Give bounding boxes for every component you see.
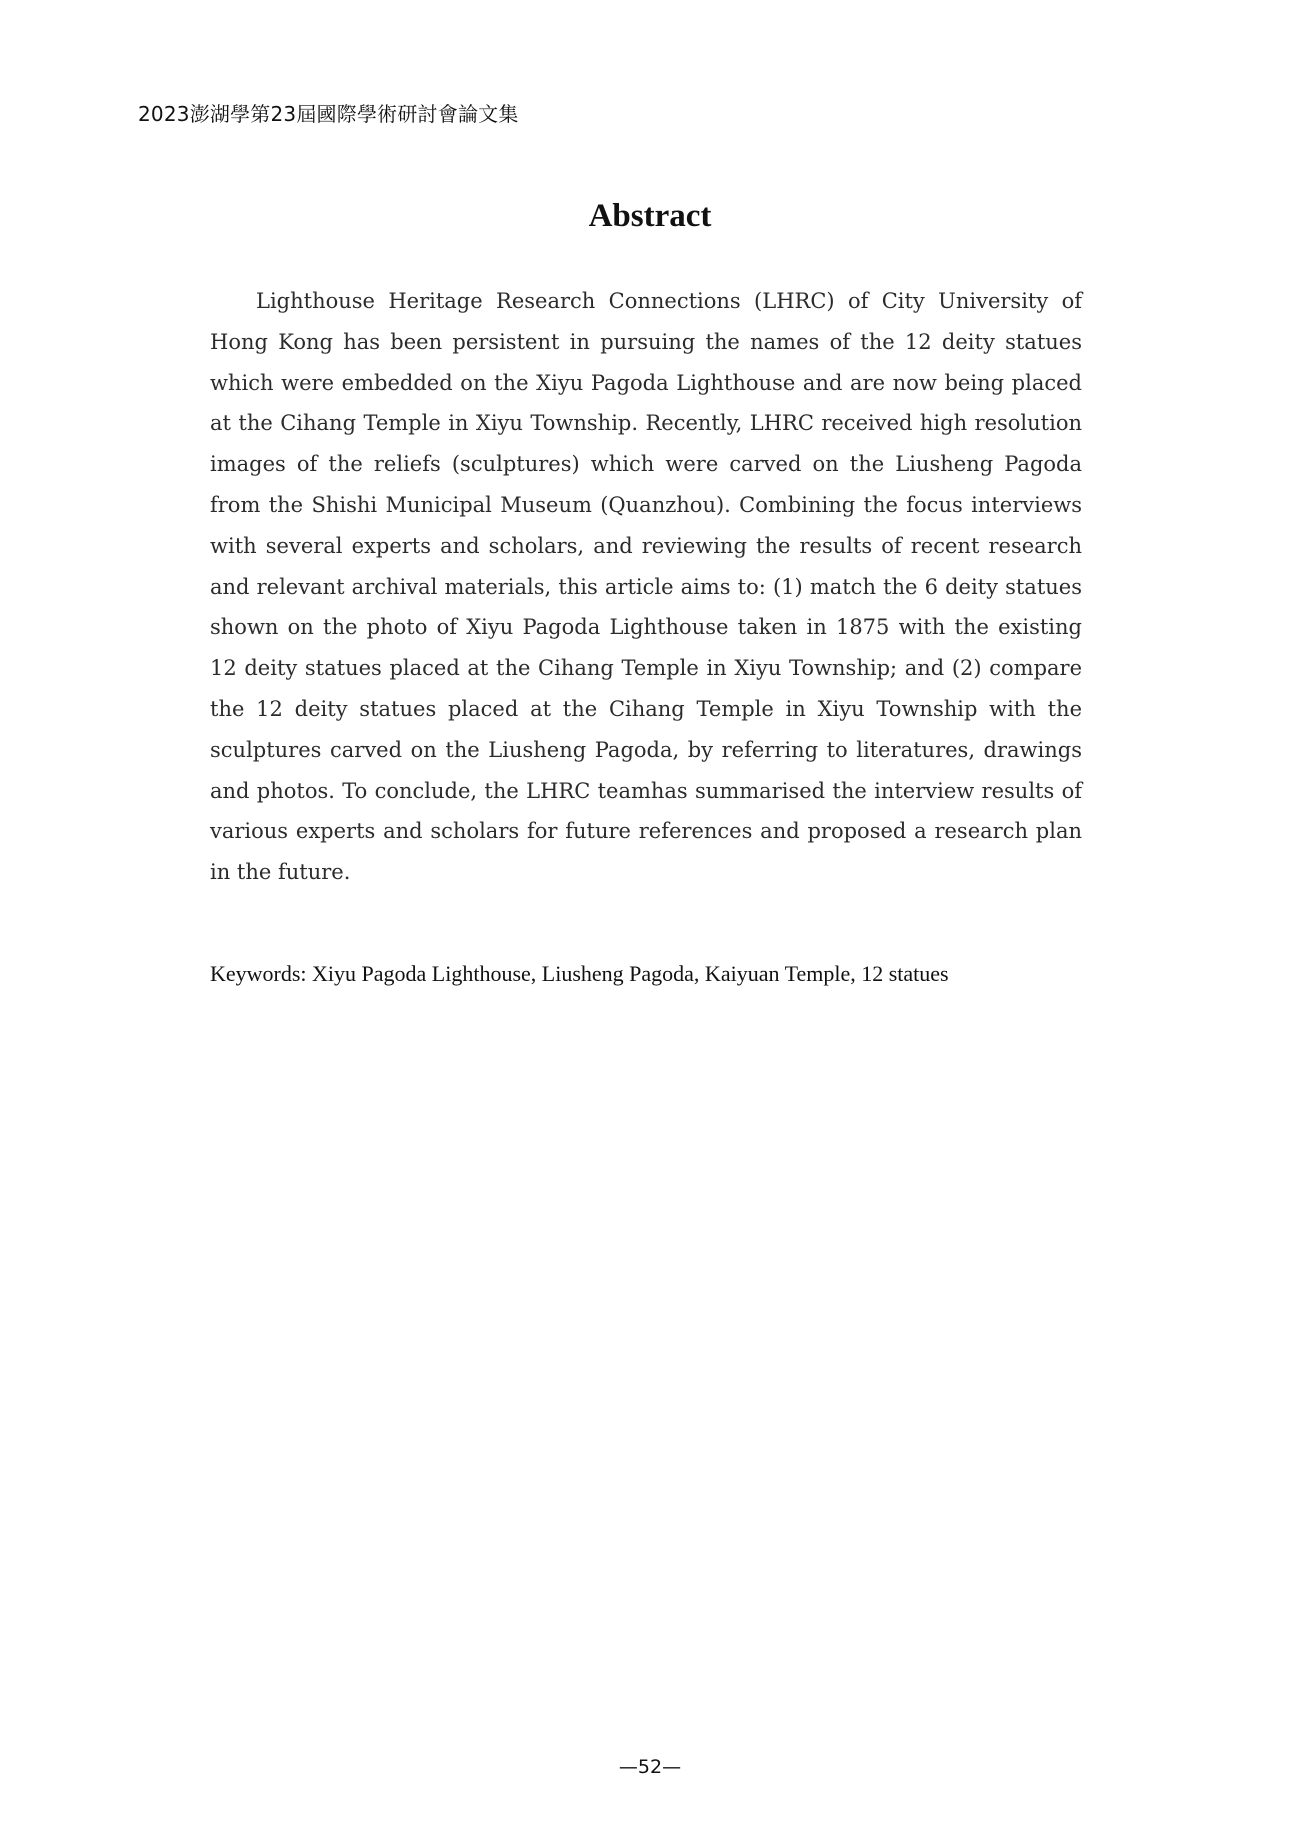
abstract-paragraph: Lighthouse Heritage Research Connections (LHRC) of City University of Hong Kong has been persistent in pursuing the names of the 12 deity statues which were embedded on the Xiyu Pagoda Lighthouse and are now being placed at the Cihang Temple in Xiyu Township. Recently, LHRC received high resolution images of the reliefs (sculptures) which were carved on the Liusheng Pagoda from the Shishi Municipal Museum (Quanzhou). Combining the focus interviews with several experts and scholars, and reviewing the results of recent research and relevant archival materials, this article aims to: (1) match the 6 deity statues shown on the photo of Xiyu Pagoda Lighthouse taken in 1875 with the existing 12 deity statues placed at the Cihang Temple in Xiyu Township; and (2) compare the 12 deity statues placed at the Cihang Temple in Xiyu Township with the sculptures carved on the Liusheng Pagoda, by referring to literatures, drawings and photos. To conclude, the LHRC teamhas summarised the interview results of various experts and scholars for future references and proposed a research plan in the future. [210,289,1082,885]
keywords-line: Keywords: Xiyu Pagoda Lighthouse, Liusheng Pagoda, Kaiyuan Temple, 12 statues [210,961,949,986]
abstract-body [210,281,1082,893]
running-header: 2023澎湖學第23屆國際學術研討會論文集 [138,102,519,126]
page-number: —52— [618,1756,682,1778]
abstract-title: Abstract [588,198,712,234]
